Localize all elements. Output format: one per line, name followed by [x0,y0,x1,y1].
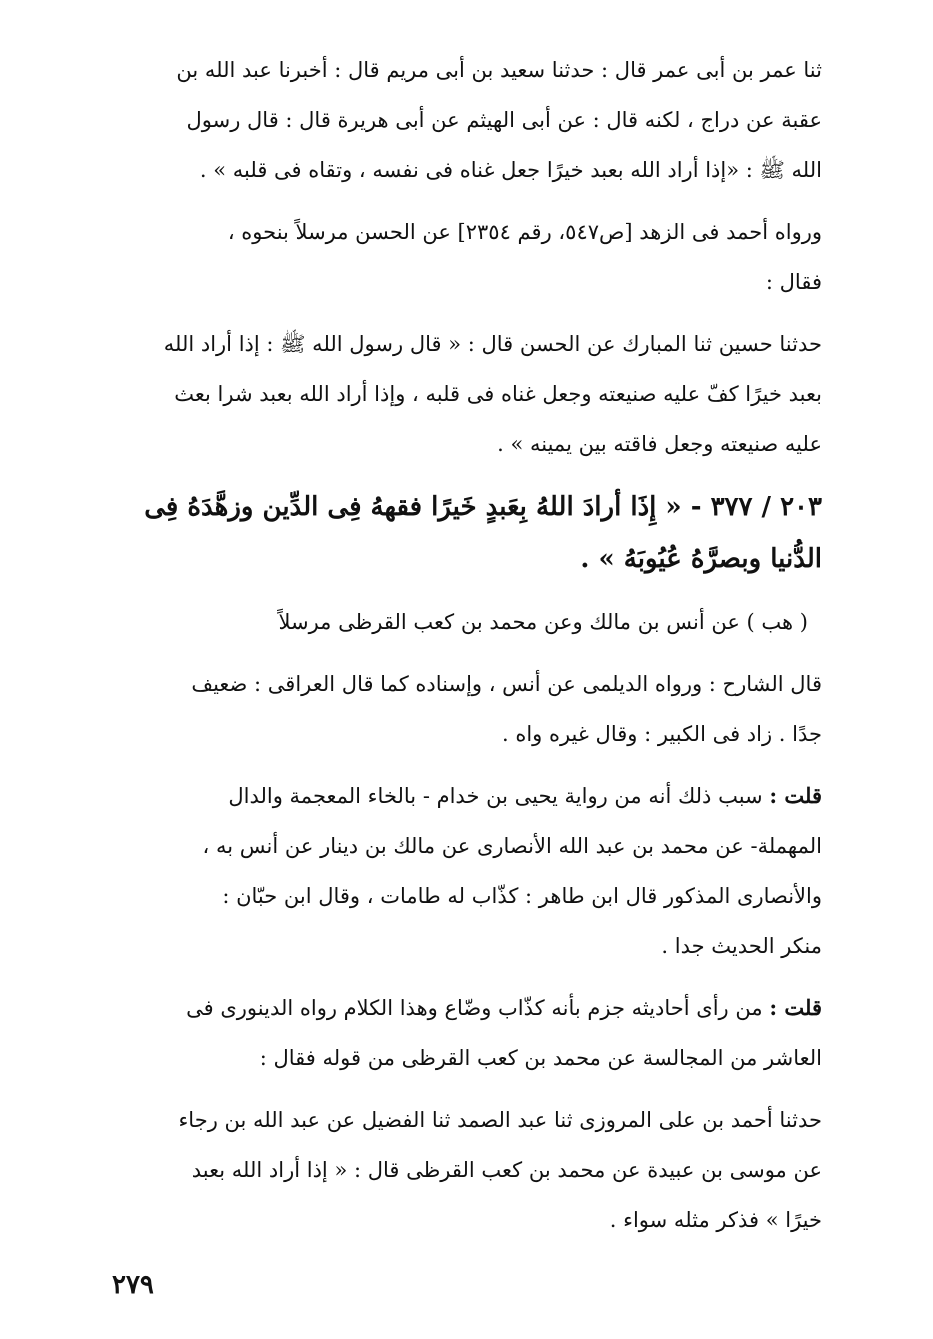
hadith-line: ٢٠٣ / ٣٧٧ - « إِذَا أرادَ اللهُ بِعَبدٍ خَيرًا فقههُ فِى الدِّين وزهَّدَهُ فِى [144,492,822,522]
commentary-4 [100,1095,822,1245]
paragraph-1 [100,45,822,195]
text-line: بعبد خيرًا كفّ عليه صنيعته وجعل غناه فى قلبه ، وإذا أراد الله بعبد شرا بعث [174,382,822,406]
text-line: المهملة- عن محمد بن عبد الله الأنصارى عن مالك بن دينار عن أنس به ، [202,834,822,858]
text-line: خيرًا » فذكر مثله سواء . [609,1208,822,1232]
text-line: قال الشارح : ورواه الديلمى عن أنس ، وإسناده كما قال العراقى : ضعيف [191,672,822,696]
reference-line: ( هب ) عن أنس بن مالك وعن محمد بن كعب القرظى مرسلاً [278,610,808,634]
text-line: منكر الحديث جدا . [661,934,822,958]
line-text: سبب ذلك أنه من رواية يحيى بن خدام - بالخاء المعجمة والدال [228,784,763,808]
hadith-line: الدُّنيا وبصرَّهُ عُيُوبَهُ » . [580,544,822,574]
hadith-entry [100,481,822,585]
commentary-1 [100,659,822,759]
text-line: ورواه أحمد فى الزهد [ص٥٤٧، رقم ٢٣٥٤] عن الحسن مرسلاً بنحوه ، [227,220,822,244]
text-line [100,983,822,1033]
text-line: عليه صنيعته وجعل فاقته بين يمينه » . [497,432,822,456]
line-text: من رأى أحاديثه جزم بأنه كذّاب وضّاع وهذا الكلام رواه الدينورى فى [186,996,763,1020]
text-line: حدثنا أحمد بن على المروزى ثنا عبد الصمد ثنا الفضيل عن عبد الله بن رجاء [178,1108,822,1132]
lead-label: قلت : [769,783,822,808]
text-line: جدًا . زاد فى الكبير : وقال غيره واه . [501,722,822,746]
text-line: عقبة عن دراج ، لكنه قال : عن أبى الهيثم عن أبى هريرة قال : قال رسول [186,108,822,132]
text-line: العاشر من المجالسة عن محمد بن كعب القرظى من قوله فقال : [259,1046,822,1070]
text-line: حدثنا حسين ثنا المبارك عن الحسن قال : « قال رسول الله ﷺ : إذا أراد الله [163,332,822,356]
text-line: والأنصارى المذكور قال ابن طاهر : كذّاب له طامات ، وقال ابن حبّان : [222,884,822,908]
commentary-2 [100,771,822,971]
text-line: ثنا عمر بن أبى عمر قال : حدثنا سعيد بن أبى مريم قال : أخبرنا عبد الله بن [176,58,822,82]
hadith-reference [100,597,822,647]
text-line: الله ﷺ : «إذا أراد الله بعبد خيرًا جعل غناه فى نفسه ، وتقاه فى قلبه » . [199,158,822,182]
page-number: ٢٧٩ [112,1270,154,1300]
paragraph-3 [100,319,822,469]
page-body [100,45,822,1257]
text-line: عن موسى بن عبيدة عن محمد بن كعب القرظى قال : « إذا أراد الله بعبد [191,1158,822,1182]
commentary-3 [100,983,822,1083]
text-line: فقال : [765,270,822,294]
text-line [100,771,822,821]
lead-label: قلت : [769,995,822,1020]
paragraph-2 [100,207,822,307]
